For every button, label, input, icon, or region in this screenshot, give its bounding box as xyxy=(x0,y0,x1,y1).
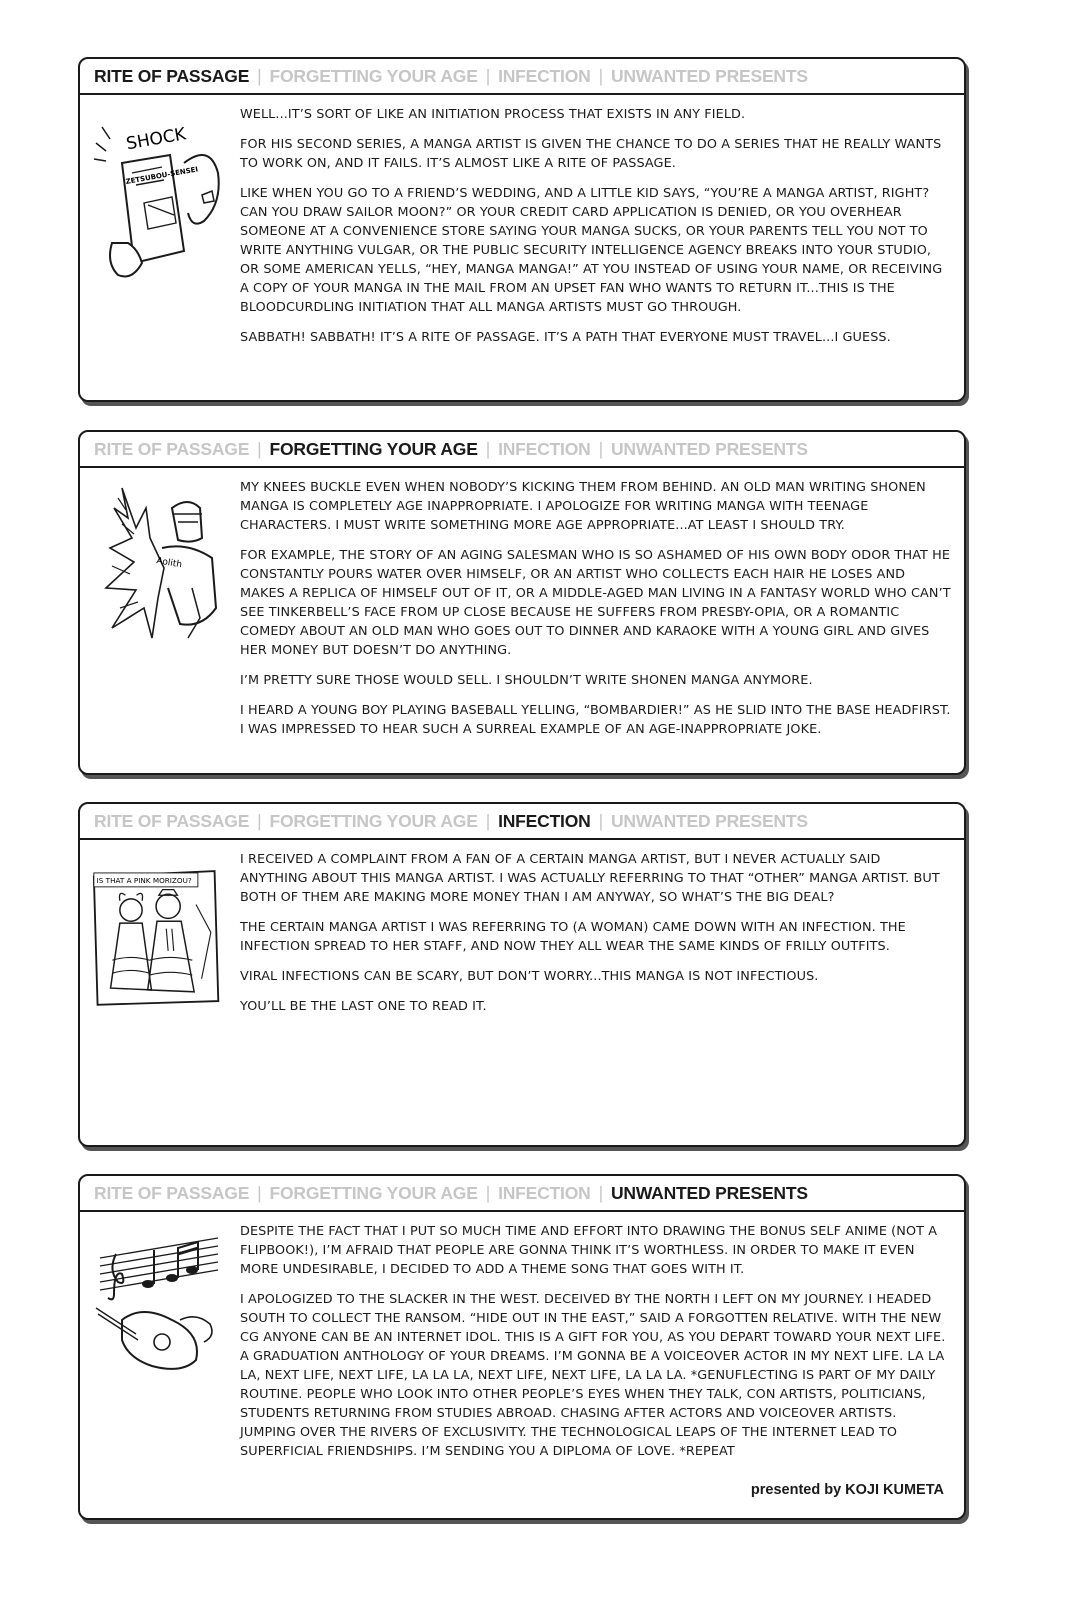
pink-morizou-label: IS THAT A PINK MORIZOU? xyxy=(96,876,192,886)
paragraph: MY KNEES BUCKLE EVEN WHEN NOBODY’S KICKING THEM FROM BEHIND. AN OLD MAN WRITING SHONEN MANGA IS COMPLETELY AGE INAPPROPRIATE. I APOLOGIZE FOR WRITING MANGA WITH TEENAGE CHARACTERS. I MUST WRITE SOMETHING MORE AGE APPROPRIATE...AT LEAST I SHOULD TRY. xyxy=(240,480,926,533)
shock-label: SHOCK xyxy=(124,124,188,155)
tab-infection: INFECTION xyxy=(498,65,591,86)
tab-infection: INFECTION xyxy=(498,1182,591,1203)
panel-rite-of-passage xyxy=(78,57,966,402)
tab-forgetting-your-age: FORGETTING YOUR AGE xyxy=(269,438,478,459)
tab-infection: INFECTION xyxy=(498,810,591,831)
paragraph: DESPITE THE FACT THAT I PUT SO MUCH TIME AND EFFORT INTO DRAWING THE BONUS SELF ANIME (NOT A FLIPBOOK!), I’M AFRAID THAT PEOPLE ARE GONNA THINK IT’S WORTHLESS. IN ORDER TO MAKE IT EVEN MORE UNDESIRABLE, I DECIDED TO ADD A THEME SONG THAT GOES WITH IT. xyxy=(240,1224,938,1277)
tab-bar: RITE OF PASSAGE | FORGETTING YOUR AGE | INFECTION | UNWANTED PRESENTS xyxy=(80,432,964,468)
tab-forgetting-your-age: FORGETTING YOUR AGE xyxy=(269,65,478,86)
panel-unwanted-presents xyxy=(78,1174,966,1520)
panel-forgetting-your-age xyxy=(78,430,966,775)
paragraph: WELL...IT’S SORT OF LIKE AN INITIATION PROCESS THAT EXISTS IN ANY FIELD. xyxy=(240,107,746,122)
tab-rite-of-passage: RITE OF PASSAGE xyxy=(94,438,250,459)
tab-bar: RITE OF PASSAGE | FORGETTING YOUR AGE | INFECTION | UNWANTED PRESENTS xyxy=(80,59,964,95)
paragraph: THE CERTAIN MANGA ARTIST I WAS REFERRING TO (A WOMAN) CAME DOWN WITH AN INFECTION. THE INFECTION SPREAD TO HER STAFF, AND NOW THEY ALL WEAR THE SAME KINDS OF FRILLY OUTFITS. xyxy=(240,920,906,954)
tab-forgetting-your-age: FORGETTING YOUR AGE xyxy=(269,810,478,831)
tab-unwanted-presents: UNWANTED PRESENTS xyxy=(610,65,808,86)
shock-letter-illustration xyxy=(92,103,222,283)
rite-of-passage-text xyxy=(240,105,952,358)
paragraph: LIKE WHEN YOU GO TO A FRIEND’S WEDDING, AND A LITTLE KID SAYS, “YOU’RE A MANGA ARTIST, RIGHT? CAN YOU DRAW SAILOR MOON?” OR YOUR CREDIT CARD APPLICATION IS DENIED, OR YOU OVERHEAR SOMEONE AT A CONVENIENCE STORE SAYING YOUR MANGA SUCKS, OR YOUR PARENTS TELL YOU NOT TO WRITE ANYTHING VULGAR, OR THE PUBLIC SECURITY INTELLIGENCE AGENCY BREAKS INTO YOUR STUDIO, OR SOME AMERICAN YELLS, “HEY, MANGA MANGA!” AT YOU INSTEAD OF USING YOUR NAME, OR RECEIVING A COPY OF YOUR MANGA IN THE MAIL FROM AN UPSET FAN WHO WANTS TO RETURN IT...THIS IS THE BLOODCURDLING INITIATION THAT ALL MANGA ARTISTS MUST GO THROUGH. xyxy=(240,186,943,315)
paragraph: YOU’LL BE THE LAST ONE TO READ IT. xyxy=(240,999,487,1014)
paragraph: SABBATH! SABBATH! IT’S A RITE OF PASSAGE. IT’S A PATH THAT EVERYONE MUST TRAVEL...I GUESS. xyxy=(240,330,891,345)
paragraph: VIRAL INFECTIONS CAN BE SCARY, BUT DON’T WORRY...THIS MANGA IS NOT INFECTIOUS. xyxy=(240,969,819,984)
zetsubou-sensei-label: ZETSUBOU-SENSEI xyxy=(125,165,199,187)
paragraph: FOR HIS SECOND SERIES, A MANGA ARTIST IS GIVEN THE CHANCE TO DO A SERIES THAT HE REALLY WANTS TO WORK ON, AND IT FAILS. IT’S ALMOST LIKE A RITE OF PASSAGE. xyxy=(240,137,942,171)
hair-replica-illustration xyxy=(92,478,222,653)
paragraph: I RECEIVED A COMPLAINT FROM A FAN OF A CERTAIN MANGA ARTIST, BUT I NEVER ACTUALLY SAID ANYTHING ABOUT THIS MANGA ARTIST. I WAS ACTUALLY REFERRING TO THAT “OTHER” MANGA ARTIST. BUT BOTH OF THEM ARE MAKING MORE MONEY THAN I AM ANYWAY, SO WHAT’S THE BIG DEAL? xyxy=(240,852,940,905)
frilly-outfits-illustration xyxy=(92,862,222,1012)
tab-rite-of-passage: RITE OF PASSAGE xyxy=(94,1182,250,1203)
guitar-music-illustration xyxy=(92,1224,222,1374)
tab-unwanted-presents: UNWANTED PRESENTS xyxy=(610,810,808,831)
aolith-label: Aolith xyxy=(155,556,183,571)
tab-bar: RITE OF PASSAGE | FORGETTING YOUR AGE | INFECTION | UNWANTED PRESENTS xyxy=(80,804,964,840)
forgetting-your-age-text xyxy=(240,478,952,750)
paragraph: I HEARD A YOUNG BOY PLAYING BASEBALL YELLING, “BOMBARDIER!” AS HE SLID INTO THE BASE HEADFIRST. I WAS IMPRESSED TO HEAR SUCH A SURREAL EXAMPLE OF AN AGE-INAPPROPRIATE JOKE. xyxy=(240,703,951,737)
paragraph: I’M PRETTY SURE THOSE WOULD SELL. I SHOULDN’T WRITE SHONEN MANGA ANYMORE. xyxy=(240,673,813,688)
tab-bar: RITE OF PASSAGE | FORGETTING YOUR AGE | INFECTION | UNWANTED PRESENTS xyxy=(80,1176,964,1212)
author-credit: presented by KOJI KUMETA xyxy=(750,1482,944,1498)
paragraph: I APOLOGIZED TO THE SLACKER IN THE WEST. DECEIVED BY THE NORTH I LEFT ON MY JOURNEY. I HEADED SOUTH TO COLLECT THE RANSOM. “HIDE OUT IN THE EAST,” SAID A FORGOTTEN RELATIVE. WITH THE NEW CG ANYONE CAN BE AN INTERNET IDOL. THIS IS A GIFT FOR YOU, AS YOU DEPART TOWARD YOUR NEXT LIFE. A GRADUATION ANTHOLOGY OF YOUR DREAMS. I’M GONNA BE A VOICEOVER ACTOR IN MY NEXT LIFE. LA LA LA, NEXT LIFE, NEXT LIFE, LA LA LA, NEXT LIFE, NEXT LIFE, LA LA LA. *GENUFLECTING IS PART OF MY DAILY ROUTINE. PEOPLE WHO LOOK INTO OTHER PEOPLE’S EYES WHEN THEY TALK, CON ARTISTS, POLITICIANS, STUDENTS RETURNING FROM STUDIES ABROAD. CHASING AFTER ACTORS AND VOICEOVER ARTISTS. JUMPING OVER THE RIVERS OF EXCLUSIVITY. THE TECHNOLOGICAL LEAPS OF THE INTERNET LEAD TO SUPERFICIAL FRIENDSHIPS. I’M SENDING YOU A DIPLOMA OF LOVE. *REPEAT xyxy=(240,1292,946,1459)
tab-rite-of-passage: RITE OF PASSAGE xyxy=(94,810,250,831)
tab-unwanted-presents: UNWANTED PRESENTS xyxy=(610,1182,808,1203)
infection-text xyxy=(240,850,952,1027)
tab-unwanted-presents: UNWANTED PRESENTS xyxy=(610,438,808,459)
tab-rite-of-passage: RITE OF PASSAGE xyxy=(94,65,250,86)
tab-forgetting-your-age: FORGETTING YOUR AGE xyxy=(269,1182,478,1203)
unwanted-presents-text xyxy=(240,1222,952,1472)
panel-infection xyxy=(78,802,966,1147)
paragraph: FOR EXAMPLE, THE STORY OF AN AGING SALESMAN WHO IS SO ASHAMED OF HIS OWN BODY ODOR THAT HE CONSTANTLY POURS WATER OVER HIMSELF, OR AN ARTIST WHO COLLECTS EACH HAIR HE LOSES AND MAKES A REPLICA OF HIMSELF OUT OF IT, OR A MIDDLE-AGED MAN LIVING IN A FANTASY WORLD WHO CAN’T SEE TINKERBELL’S FACE FROM UP CLOSE BECAUSE HE SUFFERS FROM PRESBY-OPIA, OR A ROMANTIC COMEDY ABOUT AN OLD MAN WHO GOES OUT TO DINNER AND KARAOKE WITH A YOUNG GIRL AND GIVES HER MONEY BUT DOESN’T DO ANYTHING. xyxy=(240,548,951,658)
tab-infection: INFECTION xyxy=(498,438,591,459)
